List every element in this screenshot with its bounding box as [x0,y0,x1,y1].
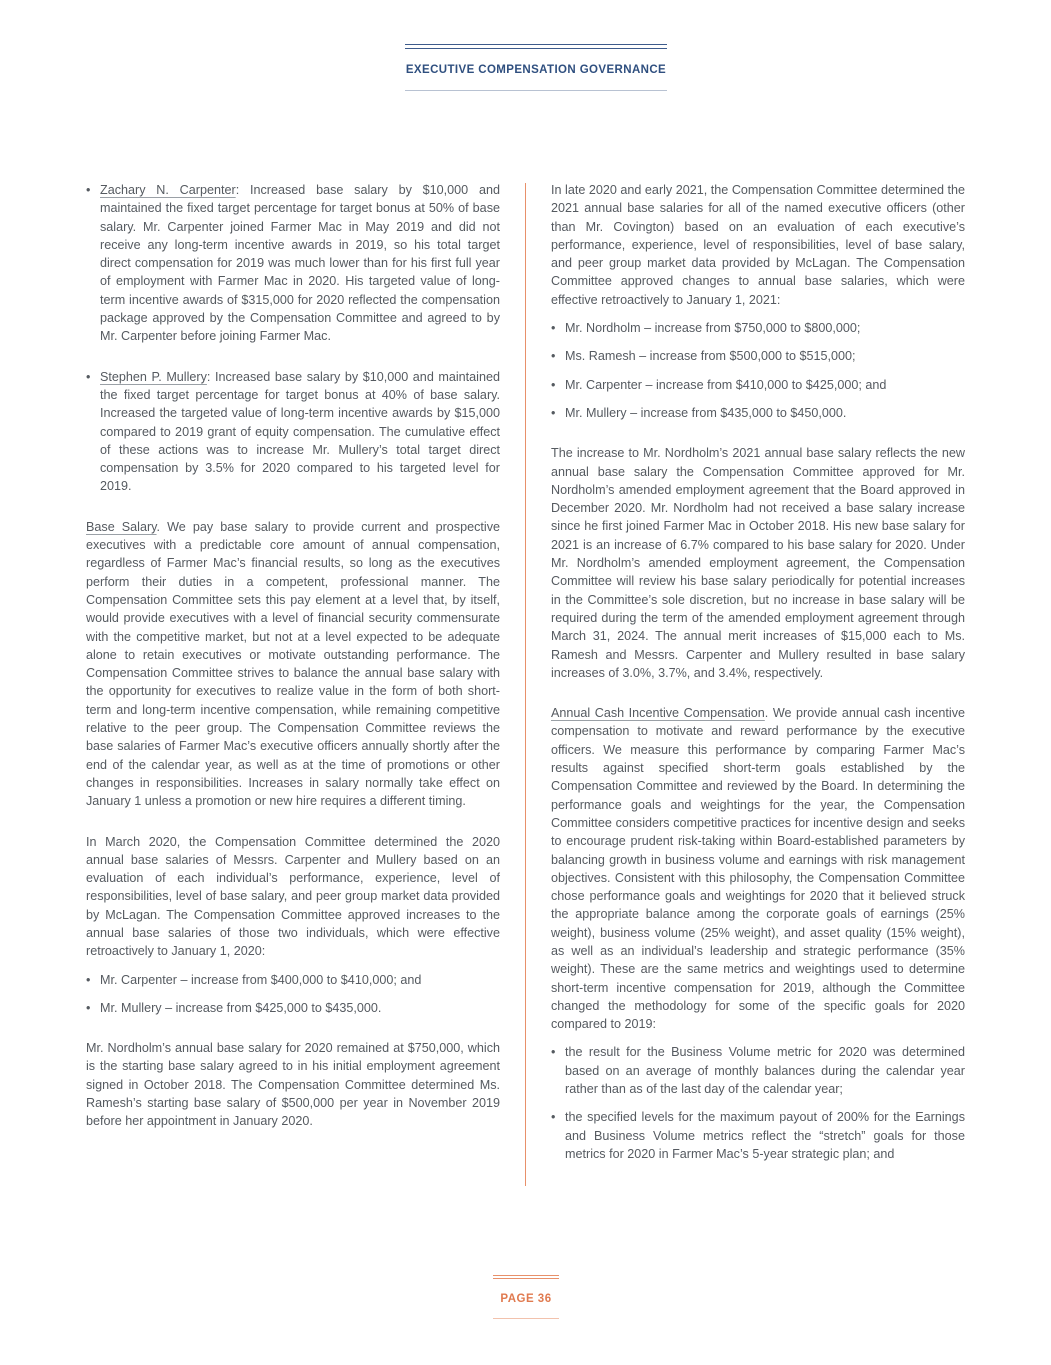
mullery-bullet [86,368,500,496]
bullet-dot: • [86,972,91,987]
increases-2021-list [551,319,965,422]
list-item [551,1108,965,1163]
bullet-dot: • [86,183,91,197]
annual-cash-paragraph [551,704,965,1033]
mullery-name: Stephen P. Mullery [100,369,207,384]
bullet-dot: • [551,1110,556,1125]
bullet-dot: • [86,369,91,384]
header-rule-bottom [405,90,667,91]
bullet-dot: • [551,349,556,364]
list-item [551,1043,965,1098]
base-salary-paragraph [86,518,500,811]
list-item [551,319,965,337]
mullery-text: : Increased base salary by $10,000 and maintained the fixed target percentage for target bonus at 40% of base salary. Increased the targeted value of long-term incentive awards by $15,000 compared to 2019 grant of equity compensation. The cumulative effect of these actions was to increase Mr. Mullery’s total target direct compensation by 3.5% for 2020 compared to his targeted level for 2019. [100,369,500,494]
list-item [551,376,965,394]
section-title: EXECUTIVE COMPENSATION GOVERNANCE [405,64,667,76]
increases-2020-list [86,971,500,1018]
carpenter-text: : Increased base salary by $10,000 and maintained the fixed target percentage for target bonus at 50% of base salary. Mr. Carpenter joined Farmer Mac in May 2019 and did not receive any long-term incentive awards in 2019, so his total target direct compensation for 2019 was much lower than for his first full year of employment with Farmer Mac in 2020. His targeted value of long-term incentive awards of $315,000 for 2020 reflected the compensation package approved by the Compensation Committee and agreed to by Mr. Carpenter before joining Farmer Mac. [100,183,500,344]
column-divider [525,183,526,1186]
footer-rule-bottom [493,1318,559,1319]
bullet-dot: • [86,1000,91,1015]
base-salary-heading: Base Salary [86,519,157,534]
list-item-text: Mr. Nordholm – increase from $750,000 to $800,000; [565,321,861,336]
list-item [551,404,965,422]
annual-cash-heading: Annual Cash Incentive Compensation [551,706,765,721]
march-2020-paragraph: In March 2020, the Compensation Committee determined the 2020 annual base salaries of Messrs. Carpenter and Mullery based on an evaluation of each individual’s performance, experience, level of responsibilities, level of base salary, and peer group market data provided by McLagan. The Compensation Committee approved increases to the annual base salaries of those two individuals, which were effective retroactively to January 1, 2020: [86,834,500,959]
bullet-dot: • [551,321,556,336]
bullet-dot: • [551,405,556,420]
carpenter-name: Zachary N. Carpenter [100,183,236,197]
page-number: PAGE 36 [500,1293,552,1305]
right-column [551,181,965,1163]
left-column [86,181,500,1131]
list-item-text: Mr. Mullery – increase from $435,000 to $450,000. [565,405,847,420]
carpenter-bullet [86,181,500,346]
list-item [86,999,500,1017]
list-item [86,971,500,989]
header-rule-top [405,44,667,49]
list-item-text: Ms. Ramesh – increase from $500,000 to $515,000; [565,349,856,364]
list-item-text: the result for the Business Volume metric for 2020 was determined based on an average of monthly balances during the calendar year rather than as of the last day of the calendar year; [565,1045,965,1097]
list-item-text: Mr. Mullery – increase from $425,000 to $435,000. [100,1000,382,1015]
page-footer [493,1275,559,1319]
methodology-list [551,1043,965,1163]
base-salary-text: . We pay base salary to provide current and prospective executives with a predictable core amount of annual compensation, regardless of Farmer Mac’s financial results, so long as the executives perform their duties in a competent, professional manner. The Compensation Committee sets this pay element at a level that, by itself, would provide executives with a level of financial security commensurate with the competitive market, but not at a level expected to be adequate alone to retain executives or motivate outstanding performance. The Compensation Committee strives to balance the annual base salary with the opportunity for executives to realize value in the form of both short-term and long-term incentive compensation, while remaining competitive relative to the peer group. The Compensation Committee reviews the base salaries of Farmer Mac’s executive officers annually shortly after the end of the calendar year, as well as at the time of promotions or other changes in responsibilities. Increases in salary normally take effect on January 1 unless a promotion or new hire requires a different timing. [86,519,500,809]
nordholm-2020-paragraph: Mr. Nordholm’s annual base salary for 2020 remained at $750,000, which is the starting base salary agreed to in his initial employment agreement signed in October 2018. The Compensation Committee determined Ms. Ramesh’s starting base salary of $500,000 per year in November 2019 before her appointment in January 2020. [86,1041,500,1129]
list-item-text: Mr. Carpenter – increase from $410,000 to $425,000; and [565,377,887,392]
footer-rule-top [493,1275,559,1279]
nordholm-2021-paragraph: The increase to Mr. Nordholm’s 2021 annual base salary reflects the new annual base salary the Compensation Committee approved for Mr. Nordholm’s amended employment agreement that the Board approved in December 2020. Mr. Nordholm had not received a base salary increase since he first joined Farmer Mac in October 2018. His new base salary for 2021 is an increase of 6.7% compared to his base salary for 2020. Under Mr. Nordholm’s amended employment agreement, the Compensation Committee will review his base salary periodically for potential increases in the Committee’s sole discretion, but no increase in base salary will be required during the term of the amended employment agreement through March 31, 2024. The annual merit increases of $15,000 each to Ms. Ramesh and Messrs. Carpenter and Mullery resulted in base salary increases of 3.0%, 3.7%, and 3.4%, respectively. [551,446,965,680]
bullet-dot: • [551,1045,556,1060]
list-item [551,347,965,365]
late-2020-paragraph: In late 2020 and early 2021, the Compensation Committee determined the 2021 annual base salaries for all of the named executive officers (other than Mr. Covington) based on an evaluation of each executive’s performance, experience, level of responsibilities, level of base salary, and peer group market data provided by McLagan. The Compensation Committee approved changes to annual base salaries, which were effective retroactively to January 1, 2021: [551,183,965,307]
list-item-text: the specified levels for the maximum payout of 200% for the Earnings and Business Volume metrics reflect the “stretch” goals for those metrics for 2020 in Farmer Mac’s 5-year strategic plan; and [565,1110,965,1161]
list-item-text: Mr. Carpenter – increase from $400,000 to $410,000; and [100,972,422,987]
annual-cash-text: . We provide annual cash incentive compensation to motivate and reward performance by the executive officers. We measure this performance by comparing Farmer Mac’s results against specified short-term goals established by the Compensation Committee and reviewed by the Board. In determining the performance goals and weightings for the year, the Compensation Committee considers competitive practices for incentive design and seeks to encourage prudent risk-taking within Board-established parameters by balancing growth in business volume and earnings with risk management objectives. Consistent with this philosophy, the Compensation Committee chose performance goals and weightings for 2020 that it believed struck the appropriate balance among the corporate goals of earnings (25% weight), business volume (25% weight), and asset quality (15% weight), as well as an individual’s leadership and strategic performance (35% weight). These are the same metrics and weightings used to determine short-term incentive compensation for 2019, although the Committee changed the methodology for some of the specific goals for 2020 compared to 2019: [551,706,965,1032]
bullet-dot: • [551,377,556,392]
page-header [405,44,667,91]
